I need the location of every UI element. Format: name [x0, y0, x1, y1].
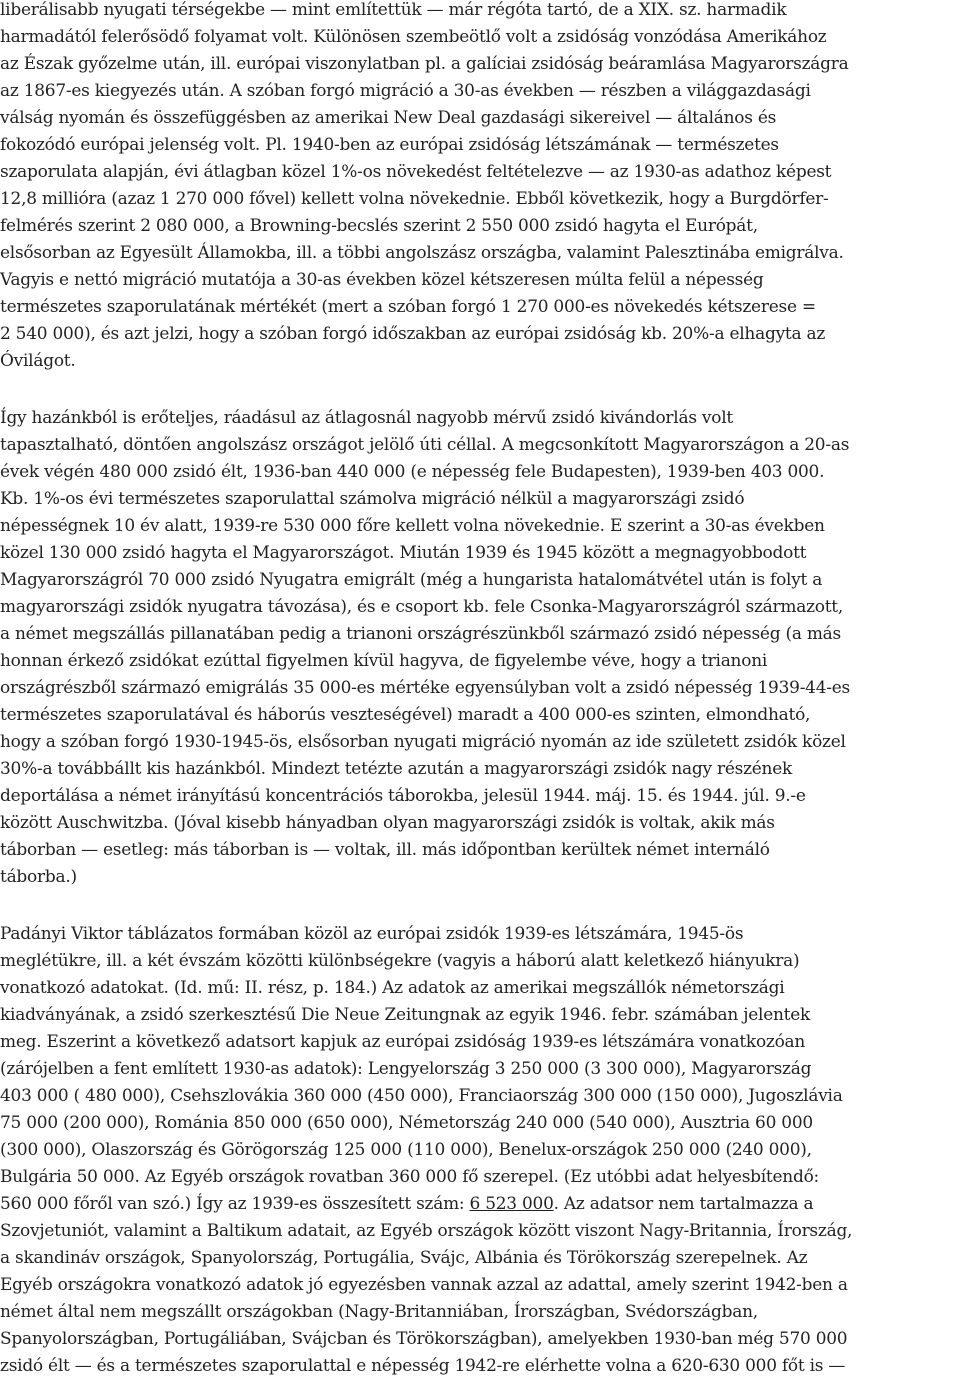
text-line: az Észak győzelme után, ill. európai viszonylatban pl. a galíciai zsidóság beáramlása Magyarországra — [0, 54, 849, 74]
text-line: természetes szaporulatával és háborús veszteségével) maradt a 400 000-es szinten, elmondható, — [0, 705, 811, 725]
total-line-suffix: . Az adatsor nem tartalmazza a — [553, 1194, 814, 1214]
text-line: Bulgária 50 000. Az Egyéb országok rovatban 360 000 fő szerepel. (Ez utóbbi adat helyesbítendő: — [0, 1167, 820, 1187]
text-line-with-total — [0, 1191, 958, 1218]
text-line: tapasztalható, döntően angolszász országot jelölő úti céllal. A megcsonkított Magyarországon a 20-as — [0, 435, 850, 455]
text-line: kiadványának, a zsidó szerkesztésű Die Neue Zeitungnak az egyik 1946. febr. számában jelentek — [0, 1005, 811, 1025]
total-line-prefix: 560 000 főről van szó.) Így az 1939-es összesített szám: — [0, 1194, 470, 1214]
text-line: népességnek 10 év alatt, 1939-re 530 000 főre kellett volna növekednie. E szerint a 30-as években — [0, 516, 825, 536]
text-line: 30%-a továbbállt kis hazánkból. Mindezt tetézte azután a magyarországi zsidók nagy részének — [0, 759, 793, 779]
paragraph-migration-overview — [0, 0, 960, 375]
text-line: meg. Eszerint a következő adatsort kapjuk az európai zsidóság 1939-es létszámára vonatkozóan — [0, 1032, 806, 1052]
text-line: felmérés szerint 2 080 000, a Browning-becslés szerint 2 550 000 zsidó hagyta el Európát, — [0, 216, 758, 236]
total-count-underlined: 6 523 000 — [469, 1194, 554, 1214]
text-line: Kb. 1%-os évi természetes szaporulattal számolva migráció nélkül a magyarországi zsidó — [0, 489, 745, 509]
paragraph-padanyi-data — [0, 921, 960, 1380]
text-line: Óvilágot. — [0, 351, 76, 371]
text-line: elsősorban az Egyesült Államokba, ill. a többi angolszász országba, valamint Palesztinába emigrálva. — [0, 243, 844, 263]
text-line: vonatkozó adatokat. (Id. mű: II. rész, p. 184.) Az adatok az amerikai megszállók németországi — [0, 978, 785, 998]
text-line: 75 000 (200 000), Románia 850 000 (650 000), Németország 240 000 (540 000), Ausztria 60 000 — [0, 1113, 813, 1133]
text-line: szaporulata alapján, évi átlagban közel 1%-os növekedést feltételezve — az 1930-as adathoz képest — [0, 162, 832, 182]
text-line: Padányi Viktor táblázatos formában közöl az európai zsidók 1939-es létszámára, 1945-ös — [0, 924, 744, 944]
text-line: természetes szaporulatának mértékét (mert a szóban forgó 1 270 000-es növekedés kétszerese = — [0, 297, 816, 317]
text-line: hogy a szóban forgó 1930-1945-ös, elsősorban nyugati migráció nyomán az ide született zsidók közel — [0, 732, 846, 752]
paragraph-hungarian-emigration — [0, 405, 960, 891]
text-line: magyarországi zsidók nyugatra távozása), és e csoport kb. fele Csonka-Magyarországról származott, — [0, 597, 844, 617]
text-line: Így hazánkból is erőteljes, ráadásul az átlagosnál nagyobb mérvű zsidó kivándorlás volt — [0, 408, 733, 428]
text-line: Szovjetuniót, valamint a Baltikum adatait, az Egyéb országok között viszont Nagy-Britannia, Írország, — [0, 1221, 853, 1241]
text-line: deportálása a német irányítású koncentrációs táborokba, jelesül 1944. máj. 15. és 1944. júl. 9.-e — [0, 786, 806, 806]
text-line: 12,8 millióra (azaz 1 270 000 fővel) kellett volna növekednie. Ebből következik, hogy a Burgdörfer- — [0, 189, 829, 209]
text-line: harmadától felerősödő folyamat volt. Különösen szembeötlő volt a zsidóság vonzódása Amerikához — [0, 27, 827, 47]
text-line: német által nem megszállt országokban (Nagy-Britanniában, Írországban, Svédországban, — [0, 1302, 758, 1322]
text-line: a német megszállás pillanatában pedig a trianoni országrészünkből származó zsidó népesség (a más — [0, 624, 841, 644]
text-line: Vagyis e nettó migráció mutatója a 30-as években közel kétszeresen múlta felül a népesség — [0, 270, 764, 290]
text-line: 403 000 ( 480 000), Csehszlovákia 360 000 (450 000), Franciaország 300 000 (150 000), Jugoszlávia — [0, 1086, 843, 1106]
text-line: zsidó élt — és a természetes szaporulattal e népesség 1942-re elérhette volna a 620-630 000 főt is — — [0, 1356, 846, 1376]
text-line: táborban — esetleg: más táborban is — voltak, ill. más időpontban kerültek német internáló — [0, 840, 770, 860]
text-line: fokozódó európai jelenség volt. Pl. 1940-ben az európai zsidóság létszámának — természetes — [0, 135, 779, 155]
text-line: (300 000), Olaszország és Görögország 125 000 (110 000), Benelux-országok 250 000 (240 000), — [0, 1140, 812, 1160]
text-line: Magyarországról 70 000 zsidó Nyugatra emigrált (még a hungarista hatalomátvétel után is folyt a — [0, 570, 823, 590]
text-line: táborba.) — [0, 867, 77, 887]
text-line: közel 130 000 zsidó hagyta el Magyarországot. Miután 1939 és 1945 között a megnagyobbodott — [0, 543, 807, 563]
text-line: válság nyomán és összefüggésben az amerikai New Deal gazdasági sikereivel — általános és — [0, 108, 777, 128]
text-line: honnan érkező zsidókat ezúttal figyelmen kívül hagyva, de figyelembe véve, hogy a trianoni — [0, 651, 768, 671]
text-line: liberálisabb nyugati térségekbe — mint említettük — már régóta tartó, de a XIX. sz. harmadik — [0, 0, 787, 20]
text-line: a skandináv országok, Spanyolország, Portugália, Svájc, Albánia és Törökország szerepelnek. Az — [0, 1248, 808, 1268]
text-line: 2 540 000), és azt jelzi, hogy a szóban forgó időszakban az európai zsidóság kb. 20%-a elhagyta az — [0, 324, 826, 344]
text-line: országrészből származó emigrálás 35 000-es mértéke egyensúlyban volt a zsidó népesség 1939-44-es — [0, 678, 850, 698]
text-line: Egyéb országokra vonatkozó adatok jó egyezésben vannak azzal az adattal, amely szerint 1942-ben a — [0, 1275, 848, 1295]
text-line: meglétükre, ill. a két évszám közötti különbségekre (vagyis a háború alatt keletkező hiányukra) — [0, 951, 800, 971]
text-line: az 1867-es kiegyezés után. A szóban forgó migráció a 30-as években — részben a világgazdasági — [0, 81, 811, 101]
text-line: évek végén 480 000 zsidó élt, 1936-ban 440 000 (e népesség fele Budapesten), 1939-ben 403 000. — [0, 462, 825, 482]
text-line: között Auschwitzba. (Jóval kisebb hányadban olyan magyarországi zsidók is voltak, akik más — [0, 813, 775, 833]
text-line: (zárójelben a fent említett 1930-as adatok): Lengyelország 3 250 000 (3 300 000), Magyarország — [0, 1059, 812, 1079]
text-line: Spanyolországban, Portugáliában, Svájcban és Törökországban), amelyekben 1930-ban még 570 000 — [0, 1329, 848, 1349]
